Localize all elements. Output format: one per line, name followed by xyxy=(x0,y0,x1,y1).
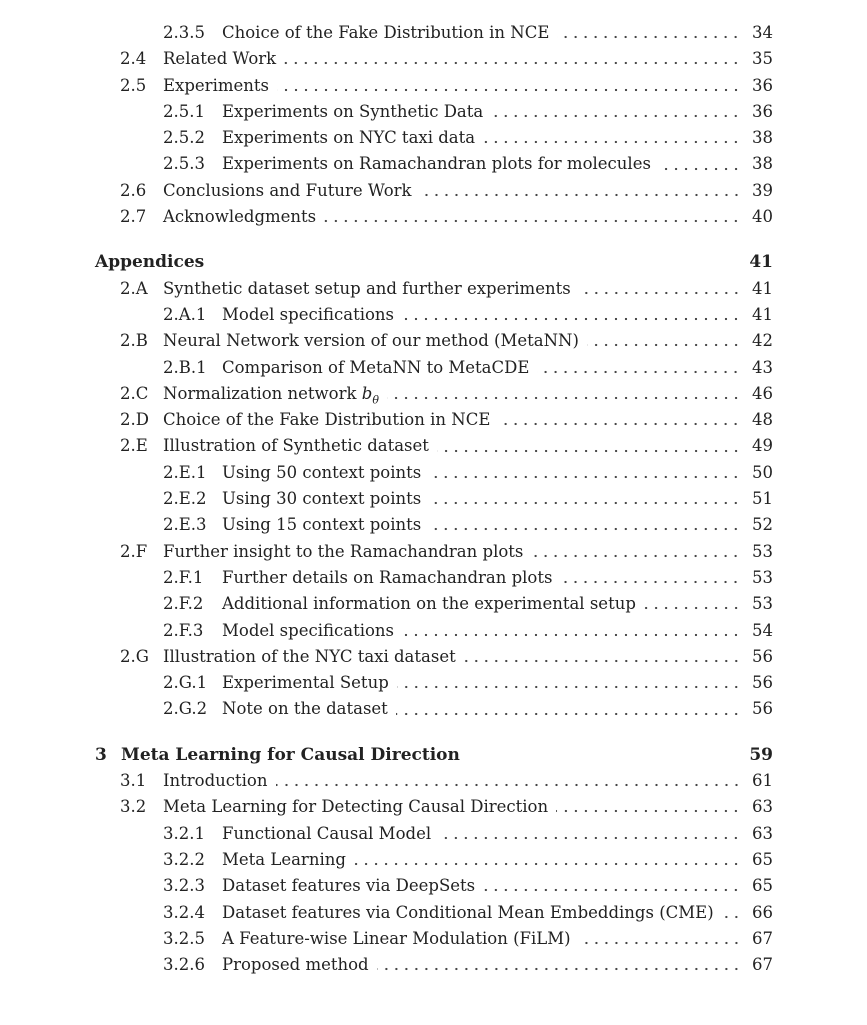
page-number: 51 xyxy=(752,489,773,509)
toc-entry[interactable] xyxy=(0,20,773,46)
dot-leader xyxy=(354,861,741,867)
entry-number: 2.A xyxy=(120,278,148,298)
entry-number: 3.2 xyxy=(120,797,147,817)
dot-leader xyxy=(429,526,741,532)
dot-leader xyxy=(483,139,741,145)
entry-title: Model specifications xyxy=(222,304,395,324)
page-number: 54 xyxy=(752,620,773,640)
entry-number: 2.5.1 xyxy=(163,101,205,121)
entry-title: Further details on Ramachandran plots xyxy=(222,567,553,587)
toc-entry[interactable] xyxy=(0,794,773,820)
entry-title: Appendices xyxy=(95,252,205,273)
entry-number: 2.G.2 xyxy=(163,699,208,719)
dot-leader xyxy=(402,316,741,322)
entry-number: 3.2.6 xyxy=(163,955,205,975)
toc-entry[interactable] xyxy=(0,873,773,899)
dot-leader xyxy=(644,605,741,611)
math-subscript: θ xyxy=(372,393,379,407)
entry-title: Using 30 context points xyxy=(222,489,422,509)
toc-entry[interactable] xyxy=(0,539,773,565)
dot-leader xyxy=(531,553,741,559)
entry-number: 2.E.1 xyxy=(163,462,207,482)
page-number: 38 xyxy=(752,128,773,148)
dot-leader xyxy=(537,369,741,375)
entry-title: Experiments on Synthetic Data xyxy=(222,101,484,121)
entry-title: Experiments on Ramachandran plots for molecules xyxy=(222,154,651,174)
entry-number: 2.D xyxy=(120,410,149,430)
toc-entry[interactable] xyxy=(0,328,773,354)
math-symbol: b xyxy=(361,383,373,403)
page-number: 36 xyxy=(752,101,773,121)
entry-title: Model specifications xyxy=(222,620,395,640)
dot-leader xyxy=(276,782,742,788)
entry-number: 3.1 xyxy=(120,771,147,791)
entry-number: 2.E.3 xyxy=(163,515,207,535)
page-number: 53 xyxy=(752,594,773,614)
toc-entry[interactable] xyxy=(0,204,773,230)
page-number: 46 xyxy=(752,383,773,403)
entry-number: 2.E.2 xyxy=(163,489,207,509)
entry-title: Related Work xyxy=(163,49,277,69)
dot-leader xyxy=(396,711,741,717)
page-number: 66 xyxy=(752,902,773,922)
toc-entry[interactable] xyxy=(0,125,773,151)
entry-number: 2.C xyxy=(120,383,149,403)
page-number: 42 xyxy=(752,331,773,351)
toc-entry[interactable] xyxy=(0,433,773,459)
entry-number: 3.2.3 xyxy=(163,876,205,896)
dot-leader xyxy=(579,940,741,946)
page-number: 53 xyxy=(752,541,773,561)
page-number: 48 xyxy=(752,410,773,430)
page-number: 41 xyxy=(752,278,773,298)
toc-entry[interactable] xyxy=(0,512,773,538)
toc-entry[interactable] xyxy=(0,276,773,302)
entry-number: 2.6 xyxy=(120,180,147,200)
page-number: 67 xyxy=(752,955,773,975)
entry-title: Meta Learning xyxy=(222,849,346,869)
dot-leader xyxy=(722,914,741,920)
page-number: 53 xyxy=(752,567,773,587)
entry-number: 2.A.1 xyxy=(163,304,207,324)
entry-title: Illustration of Synthetic dataset xyxy=(163,436,429,456)
toc-entry[interactable] xyxy=(0,355,773,381)
dot-leader xyxy=(491,113,741,119)
entry-title: Experiments on NYC taxi data xyxy=(222,128,476,148)
toc-entry[interactable] xyxy=(0,73,773,99)
page-number: 50 xyxy=(752,462,773,482)
page-number: 52 xyxy=(752,515,773,535)
page-number: 40 xyxy=(752,207,773,227)
dot-leader xyxy=(437,448,741,454)
dot-leader xyxy=(439,835,741,841)
entry-number: 3.2.1 xyxy=(163,823,205,843)
toc-entry[interactable] xyxy=(0,565,773,591)
page-number: 61 xyxy=(752,771,773,791)
entry-number: 2.F.1 xyxy=(163,567,204,587)
entry-number: 3.2.2 xyxy=(163,849,205,869)
dot-leader xyxy=(579,290,741,296)
toc-entry[interactable] xyxy=(0,670,773,696)
toc-entry[interactable] xyxy=(0,151,773,177)
toc-entry[interactable] xyxy=(0,900,773,926)
entry-title: Acknowledgments xyxy=(163,207,317,227)
page-number: 56 xyxy=(752,646,773,666)
page-number: 41 xyxy=(752,304,773,324)
entry-title: Neural Network version of our method (MetaNN) xyxy=(163,331,579,351)
toc-entry[interactable] xyxy=(0,381,773,407)
entry-number: 2.B xyxy=(120,331,148,351)
toc-entry[interactable] xyxy=(0,486,773,512)
toc-entry[interactable] xyxy=(0,952,773,978)
dot-leader xyxy=(387,395,741,401)
entry-title: Choice of the Fake Distribution in NCE xyxy=(163,410,491,430)
toc-entry[interactable] xyxy=(0,926,773,952)
entry-title: Illustration of the NYC taxi dataset xyxy=(163,646,456,666)
dot-leader xyxy=(324,218,741,224)
toc-entry[interactable] xyxy=(0,591,773,617)
page-number: 67 xyxy=(752,928,773,948)
toc-entry[interactable] xyxy=(0,644,773,670)
toc-entry[interactable] xyxy=(0,178,773,204)
entry-number: 3 xyxy=(95,744,107,765)
entry-number: 2.G xyxy=(120,646,149,666)
entry-number: 2.F.3 xyxy=(163,620,204,640)
page-number: 36 xyxy=(752,75,773,95)
entry-title: Meta Learning for Detecting Causal Direction xyxy=(163,797,549,817)
page-number: 56 xyxy=(752,673,773,693)
dot-leader xyxy=(420,192,741,198)
entry-title: Dataset features via Conditional Mean Embeddings (CME) xyxy=(222,902,714,922)
page-number: 59 xyxy=(749,744,773,765)
entry-number: 2.B.1 xyxy=(163,357,207,377)
dot-leader xyxy=(483,887,741,893)
page-number: 49 xyxy=(752,436,773,456)
toc-entry[interactable] xyxy=(0,99,773,125)
dot-leader xyxy=(556,808,741,814)
toc-entry[interactable] xyxy=(0,821,773,847)
toc-entry[interactable] xyxy=(0,618,773,644)
page-number: 41 xyxy=(749,252,773,273)
dot-leader xyxy=(464,658,741,664)
dot-leader xyxy=(557,34,741,40)
toc-entry[interactable] xyxy=(0,302,773,328)
toc-heading[interactable] xyxy=(0,742,773,768)
entry-number: 2.7 xyxy=(120,207,147,227)
page-number: 34 xyxy=(752,23,773,42)
entry-title: Comparison of MetaNN to MetaCDE xyxy=(222,357,530,377)
dot-leader xyxy=(397,684,741,690)
dot-leader xyxy=(402,632,741,638)
dot-leader xyxy=(587,342,741,348)
entry-number: 2.5.3 xyxy=(163,154,205,174)
entry-title: Conclusions and Future Work xyxy=(163,180,412,200)
entry-title: Proposed method xyxy=(222,955,369,975)
page-number: 39 xyxy=(752,180,773,200)
entry-title: Meta Learning for Causal Direction xyxy=(121,744,460,765)
page-number: 65 xyxy=(752,849,773,869)
dot-leader xyxy=(429,500,741,506)
entry-title: Note on the dataset xyxy=(222,699,388,719)
page-number: 35 xyxy=(752,49,773,69)
page-number: 65 xyxy=(752,876,773,896)
entry-title: Experimental Setup xyxy=(222,673,389,693)
entry-number: 2.G.1 xyxy=(163,673,208,693)
entry-title: Choice of the Fake Distribution in NCE xyxy=(222,23,550,42)
entry-title: Functional Causal Model xyxy=(222,823,432,843)
dot-leader xyxy=(284,60,741,66)
toc-entry[interactable] xyxy=(0,46,773,72)
toc-entry[interactable] xyxy=(0,460,773,486)
entry-number: 2.4 xyxy=(120,49,147,69)
entry-title: A Feature-wise Linear Modulation (FiLM) xyxy=(222,928,571,948)
page-number: 56 xyxy=(752,699,773,719)
page-number: 38 xyxy=(752,154,773,174)
entry-title: Introduction xyxy=(163,771,268,791)
dot-leader xyxy=(659,166,741,172)
toc-heading[interactable] xyxy=(0,249,773,275)
toc-entry[interactable] xyxy=(0,847,773,873)
dot-leader xyxy=(560,579,741,585)
entry-title: Using 50 context points xyxy=(222,462,422,482)
entry-title: Additional information on the experimental setup xyxy=(222,594,636,614)
entry-number: 2.E xyxy=(120,436,148,456)
entry-number: 2.5 xyxy=(120,75,147,95)
toc-entry[interactable] xyxy=(0,407,773,433)
page-number: 43 xyxy=(752,357,773,377)
entry-title: Further insight to the Ramachandran plots xyxy=(163,541,524,561)
entry-title: Synthetic dataset setup and further experiments xyxy=(163,278,571,298)
toc-entry[interactable] xyxy=(0,768,773,794)
entry-number: 2.5.2 xyxy=(163,128,205,148)
entry-title: Experiments xyxy=(163,75,269,95)
page-number: 63 xyxy=(752,823,773,843)
dot-leader xyxy=(277,87,741,93)
entry-number: 3.2.4 xyxy=(163,902,205,922)
entry-title: Dataset features via DeepSets xyxy=(222,876,476,896)
dot-leader xyxy=(377,966,741,972)
entry-title: Normalization network $b_\theta$ xyxy=(163,383,379,407)
entry-number: 3.2.5 xyxy=(163,928,205,948)
table-of-contents xyxy=(0,20,773,978)
entry-number: 2.F xyxy=(120,541,148,561)
entry-number: 2.3.5 xyxy=(163,23,205,42)
page-number: 63 xyxy=(752,797,773,817)
dot-leader xyxy=(498,421,741,427)
dot-leader xyxy=(429,474,741,480)
entry-title: Using 15 context points xyxy=(222,515,422,535)
toc-entry[interactable] xyxy=(0,696,773,722)
entry-number: 2.F.2 xyxy=(163,594,204,614)
